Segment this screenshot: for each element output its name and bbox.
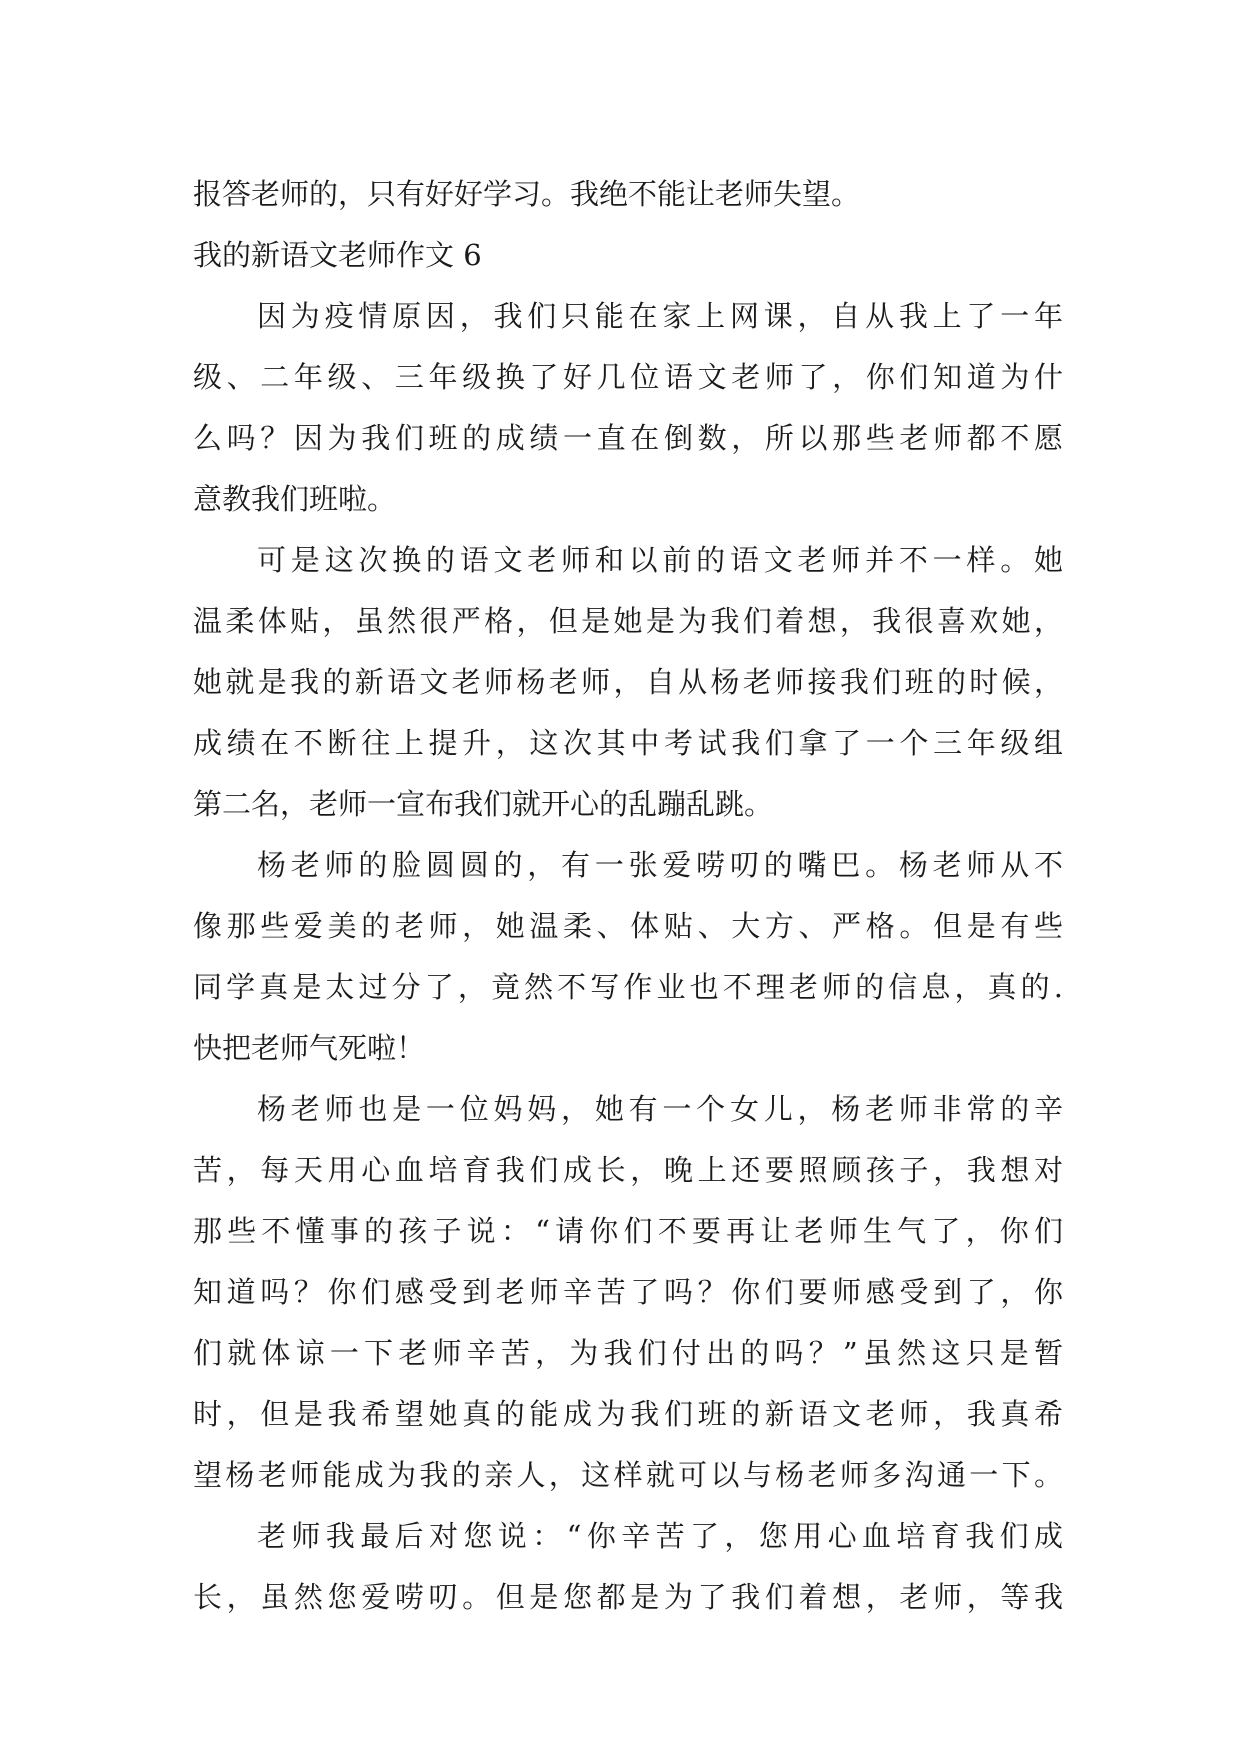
paragraph-line: 老师我最后对您说：“你辛苦了，您用心血培育我们成 bbox=[257, 1519, 1063, 1553]
paragraph-line: 那些不懂事的孩子说：“请你们不要再让老师生气了，你们 bbox=[193, 1214, 1063, 1248]
paragraph-line: 知道吗？你们感受到老师辛苦了吗？你们要师感受到了，你 bbox=[193, 1275, 1063, 1309]
paragraph-line: 快把老师气死啦！ bbox=[193, 1031, 426, 1065]
paragraph-line: 杨老师的脸圆圆的，有一张爱唠叨的嘴巴。杨老师从不 bbox=[257, 848, 1063, 882]
paragraph-line: 可是这次换的语文老师和以前的语文老师并不一样。她 bbox=[257, 543, 1063, 577]
paragraph-line: 报答老师的，只有好好学习。我绝不能让老师失望。 bbox=[193, 177, 861, 211]
paragraph-line: 同学真是太过分了，竟然不写作业也不理老师的信息，真的. bbox=[193, 970, 1063, 1004]
paragraph-line: 们就体谅一下老师辛苦，为我们付出的吗？”虽然这只是暂 bbox=[193, 1336, 1063, 1370]
paragraph-line: 意教我们班啦。 bbox=[193, 482, 397, 516]
paragraph-line: 成绩在不断往上提升，这次其中考试我们拿了一个三年级组 bbox=[193, 726, 1063, 760]
paragraph-line: 杨老师也是一位妈妈，她有一个女儿，杨老师非常的辛 bbox=[257, 1092, 1063, 1126]
paragraph-line: 苦，每天用心血培育我们成长，晚上还要照顾孩子，我想对 bbox=[193, 1153, 1063, 1187]
paragraph-line: 么吗？因为我们班的成绩一直在倒数，所以那些老师都不愿 bbox=[193, 421, 1063, 455]
paragraph-line: 像那些爱美的老师，她温柔、体贴、大方、严格。但是有些 bbox=[193, 909, 1063, 943]
paragraph-line: 温柔体贴，虽然很严格，但是她是为我们着想，我很喜欢她， bbox=[193, 604, 1063, 638]
paragraph-line: 她就是我的新语文老师杨老师，自从杨老师接我们班的时候， bbox=[193, 665, 1063, 699]
paragraph-line: 因为疫情原因，我们只能在家上网课，自从我上了一年 bbox=[257, 299, 1063, 333]
paragraph-line: 第二名，老师一宣布我们就开心的乱蹦乱跳。 bbox=[193, 787, 774, 821]
paragraph-line: 级、二年级、三年级换了好几位语文老师了，你们知道为什 bbox=[193, 360, 1063, 394]
essay-text bbox=[193, 164, 1063, 1628]
paragraph-line: 望杨老师能成为我的亲人，这样就可以与杨老师多沟通一下。 bbox=[193, 1458, 1063, 1492]
paragraph-line: 长，虽然您爱唠叨。但是您都是为了我们着想，老师，等我 bbox=[193, 1580, 1063, 1614]
paragraph-line: 时，但是我希望她真的能成为我们班的新语文老师，我真希 bbox=[193, 1397, 1063, 1431]
essay-title: 我的新语文老师作文 6 bbox=[193, 238, 482, 272]
